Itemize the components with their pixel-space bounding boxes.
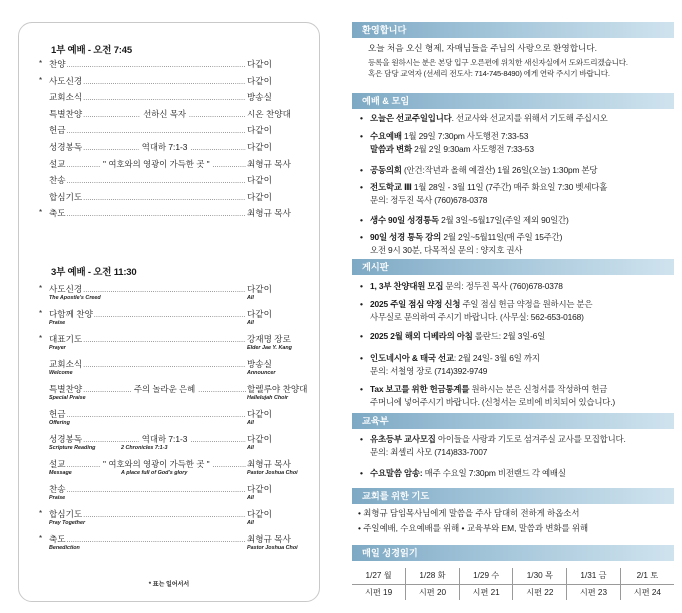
english-leader: All: [247, 520, 254, 526]
order-item: [49, 126, 303, 143]
dot-leader: [67, 179, 246, 186]
order-item-leader: 최형규 목사: [247, 534, 291, 544]
order-item-leader: 다같이: [247, 509, 272, 519]
dot-leader: [189, 113, 246, 120]
reading-passage: 시편 23: [567, 584, 621, 600]
board-item: • 인도네시아 & 태국 선교: 2월 24일- 3월 6일 까지 문의: 서철영 장로 (714)392-9749: [360, 353, 540, 376]
order-item-leader: 다같이: [247, 191, 272, 202]
board-item: • 1, 3부 찬양대원 모집 문의: 정두진 목사 (760)678-0378: [360, 281, 563, 291]
english-label: Offering: [49, 420, 70, 426]
english-leader: All: [247, 320, 254, 326]
standing-footnote: * 표는 일어서서: [148, 582, 190, 588]
welcome-line: 혹은 담당 교역자 (선세리 전도사: 714-745-8490) 에게 연락 주시기 바랍니다.: [368, 69, 610, 78]
reading-table: [352, 568, 674, 600]
board-header: 게시판: [352, 259, 674, 275]
order-item-leader: 다같이: [247, 409, 272, 419]
dot-leader: [67, 163, 100, 170]
english-leader: Pastor Joshua Choi: [247, 470, 298, 476]
service1-title: 1부 예배 - 오전 7:45: [51, 45, 132, 56]
prayer-line: • 최형규 담임목사님에게 말씀을 주사 담대히 전하게 하옵소서: [358, 508, 580, 518]
english-detail: 2 Chronicles 7:1-3: [121, 445, 168, 451]
dot-leader: [67, 413, 246, 420]
board-item: • 2025 주일 점심 약정 신청 주일 점심 헌금 약정을 원하시는 분은 사무실로 문의하여 주시기 바랍니다. (사무실: 562-653-0168): [360, 299, 593, 322]
english-label: Message: [49, 470, 72, 476]
english-leader: All: [247, 445, 254, 451]
order-of-worship-panel: [18, 22, 320, 602]
order-item: [49, 160, 303, 177]
reading-day: 1/31 금: [567, 568, 621, 584]
reading-passage: 시편 22: [513, 584, 567, 600]
standing-marker: *: [39, 208, 43, 218]
standing-marker: *: [39, 534, 43, 543]
prayer-header: 교회를 위한 기도: [352, 488, 674, 504]
dot-leader: [83, 96, 246, 103]
order-item-leader: 다같이: [247, 309, 272, 319]
dot-leader: [94, 313, 246, 320]
order-item: [49, 485, 303, 510]
standing-marker: *: [39, 309, 43, 318]
reading-day: 1/27 월: [352, 568, 406, 584]
order-item-leader: 다같이: [247, 59, 272, 69]
order-item: [39, 534, 303, 560]
reading-passage: 시편 20: [406, 584, 460, 600]
order-item-label: 다함께 찬양: [49, 309, 93, 319]
standing-marker: *: [39, 509, 43, 518]
order-item-leader: 다같이: [247, 484, 272, 494]
order-item-detail: 역대하 7:1-3: [141, 434, 188, 444]
prayer-line: • 주일예배, 수요예배를 위해 • 교육부와 EM, 말씀과 변화를 위해: [358, 523, 589, 533]
order-item-leader: 강재명 장로: [247, 334, 291, 344]
order-item-label: 합심기도: [49, 509, 83, 519]
standing-marker: *: [39, 59, 43, 68]
english-leader: Elder Jae Y. Kang: [247, 345, 292, 351]
order-item-label: 헌금: [49, 125, 66, 136]
order-item-leader: 방송실: [247, 359, 272, 369]
reading-passage: 시편 24: [620, 584, 674, 600]
order-item: [39, 509, 303, 535]
dot-leader: [213, 463, 246, 470]
order-item-label: 헌금: [49, 409, 66, 419]
dot-leader: [83, 146, 139, 153]
education-item: • 수요말씀 암송: 매주 수요일 7:30pm 비전랜드 각 예배실: [360, 468, 566, 478]
order-item: [49, 143, 303, 160]
dot-leader: [67, 63, 246, 70]
order-item-label: 찬송: [49, 484, 66, 494]
welcome-line: 등록을 원하시는 분은 본당 입구 오른편에 위치한 새신자실에서 도와드리겠습니다.: [368, 58, 628, 67]
english-label: Special Praise: [49, 395, 86, 401]
dot-leader: [83, 513, 246, 520]
order-item: [39, 208, 303, 226]
english-label: Praise: [49, 495, 66, 501]
order-item-label: 찬양: [49, 59, 66, 69]
order-item-detail: 선하신 목자: [143, 108, 186, 119]
dot-leader: [198, 388, 246, 395]
service1-order-list: [39, 59, 303, 226]
reading-day: 1/29 수: [459, 568, 513, 584]
reading-day: 2/1 토: [620, 568, 674, 584]
order-item-label: 특별찬양: [49, 384, 83, 394]
order-item: [39, 334, 303, 360]
english-label: Scripture Reading: [49, 445, 96, 451]
english-leader: Pastor Joshua Choi: [247, 545, 298, 551]
standing-marker: *: [39, 334, 43, 343]
order-item: [49, 176, 303, 193]
dot-leader: [67, 463, 100, 470]
welcome-line: 오늘 처음 오신 형제, 자매님들을 주님의 사랑으로 환영합니다.: [368, 43, 598, 53]
english-detail: A place full of God's glory: [121, 470, 188, 476]
order-item-leader: 시온 찬양대: [247, 108, 291, 119]
english-leader: Hallelujah Choir: [247, 395, 289, 401]
order-item: [39, 59, 303, 77]
education-header: 교육부: [352, 413, 674, 429]
dot-leader: [190, 146, 246, 153]
order-item: [49, 360, 303, 385]
order-item-label: 성경봉독: [49, 434, 83, 444]
order-item-label: 성경봉독: [49, 141, 83, 152]
order-item-label: 교회소식: [49, 359, 83, 369]
order-item: [49, 460, 303, 485]
english-label: Prayer: [49, 345, 66, 351]
worship-item: • 오늘은 선교주일입니다. 선교사와 선교지를 위해서 기도해 주십시오: [360, 113, 608, 123]
order-item-leader: 다같이: [247, 284, 272, 294]
worship-item: • 공동의회 (안건:작년과 올해 예결산) 1월 26일(오늘) 1:30pm 본당: [360, 165, 598, 175]
reading-passage: 시편 19: [364, 587, 393, 597]
english-label: Benediction: [49, 545, 80, 551]
worship-item: • 수요예배 1월 29일 7:30pm 사도행전 7:33-53 말씀과 변화 2월 2일 9:30am 사도행전 7:33-53: [360, 131, 534, 154]
worship-header: 예배 & 모임: [352, 93, 674, 109]
dot-leader: [83, 338, 246, 345]
order-item-leader: 할렐루야 찬양대: [246, 384, 308, 394]
order-item-leader: 최형규 목사: [247, 208, 291, 219]
worship-item: • 90일 성경 통독 강의 2월 2일~5월11일(매 주일 15주간) 오전 9시 30분, 다목적실 문의 : 양지호 권사: [360, 232, 563, 255]
reading-day: 1/28 화: [406, 568, 460, 584]
order-item: [49, 93, 303, 110]
dot-leader: [83, 388, 131, 395]
reading-header: 매일 성경읽기: [352, 545, 674, 561]
dot-leader: [83, 80, 246, 87]
dot-leader: [83, 438, 139, 445]
order-item-leader: 방송실: [247, 92, 272, 103]
dot-leader: [190, 438, 246, 445]
worship-item: • 생수 90일 성경통독 2월 3일~5월17일(주일 제외 90일간): [360, 215, 569, 225]
welcome-header: 환영합니다: [352, 22, 674, 38]
board-item: • 2025 2월 해외 디베라의 아침 롤란드: 2월 3일-6일: [360, 331, 546, 341]
order-item-leader: 최형규 목사: [247, 459, 291, 469]
order-item: [49, 193, 303, 210]
standing-marker: *: [39, 75, 43, 85]
worship-item: • 전도학교 Ⅲ 1월 28일 - 3월 11일 (7주간) 매주 화요일 7:30 벳세다홀 문의: 정두진 목사 (760)678-0378: [360, 182, 608, 205]
dot-leader: [83, 196, 246, 203]
dot-leader: [83, 288, 246, 295]
order-item: [49, 435, 303, 460]
order-item: [49, 110, 303, 127]
reading-passage: 시편 21: [459, 584, 513, 600]
order-item-leader: 다같이: [247, 141, 272, 152]
order-item-label: 사도신경: [49, 284, 83, 294]
english-label: The Apostle's Creed: [49, 295, 101, 301]
standing-marker: *: [39, 284, 43, 293]
dot-leader: [83, 113, 140, 120]
order-item-label: 합심기도: [49, 191, 83, 202]
dot-leader: [213, 163, 246, 170]
board-item: • Tax 보고를 위한 헌금통계를 원하시는 분은 신청서를 작성하여 헌금 주머니에 넣어주시기 바랍니다. (신청서는 로비에 비치되어 있습니다.): [360, 384, 616, 407]
order-item-leader: 다같이: [247, 75, 272, 86]
order-item-label: 축도: [49, 208, 66, 219]
order-item-leader: 다같이: [247, 175, 272, 186]
order-item-detail: 주의 놀라운 은혜: [133, 384, 196, 394]
order-item-detail: " 여호와의 영광이 가득한 곳 ": [103, 459, 210, 469]
dot-leader: [83, 363, 246, 370]
english-leader: All: [247, 295, 254, 301]
order-item-label: 특별찬양: [49, 108, 83, 119]
order-item-label: 축도: [49, 534, 66, 544]
dot-leader: [67, 212, 246, 219]
order-item-leader: 최형규 목사: [247, 158, 291, 169]
order-item-label: 설교: [49, 158, 66, 169]
order-item-label: 대표기도: [49, 334, 83, 344]
order-item: [39, 284, 303, 310]
service3-title: 3부 예배 - 오전 11:30: [51, 267, 137, 278]
english-label: Welcome: [49, 370, 73, 376]
order-item-detail: 역대하 7:1-3: [141, 141, 188, 152]
english-leader: All: [247, 495, 254, 501]
order-item-leader: 다같이: [247, 434, 272, 444]
english-label: Praise: [49, 320, 66, 326]
english-label: Pray Together: [49, 520, 86, 526]
dot-leader: [67, 488, 246, 495]
order-item-label: 교회소식: [49, 92, 83, 103]
order-item-leader: 다같이: [247, 125, 272, 136]
reading-day: 1/30 목: [513, 568, 567, 584]
order-item-detail: " 여호와의 영광이 가득한 곳 ": [103, 158, 210, 169]
english-leader: All: [247, 420, 254, 426]
order-item-label: 사도신경: [49, 75, 83, 86]
order-item: [39, 75, 303, 94]
education-item: • 유초등부 교사모집 아이들을 사랑과 기도로 섬겨주실 교사를 모집합니다. 문의: 최셀리 사모 (714)833-7007: [360, 434, 626, 457]
order-item: [49, 410, 303, 435]
order-item-label: 설교: [49, 459, 66, 469]
english-leader: Announcer: [247, 370, 276, 376]
dot-leader: [67, 538, 246, 545]
dot-leader: [67, 129, 246, 136]
order-item: [49, 384, 308, 410]
service3-order-list: [39, 284, 308, 560]
order-item: [39, 309, 303, 335]
order-item-label: 찬송: [49, 175, 66, 186]
